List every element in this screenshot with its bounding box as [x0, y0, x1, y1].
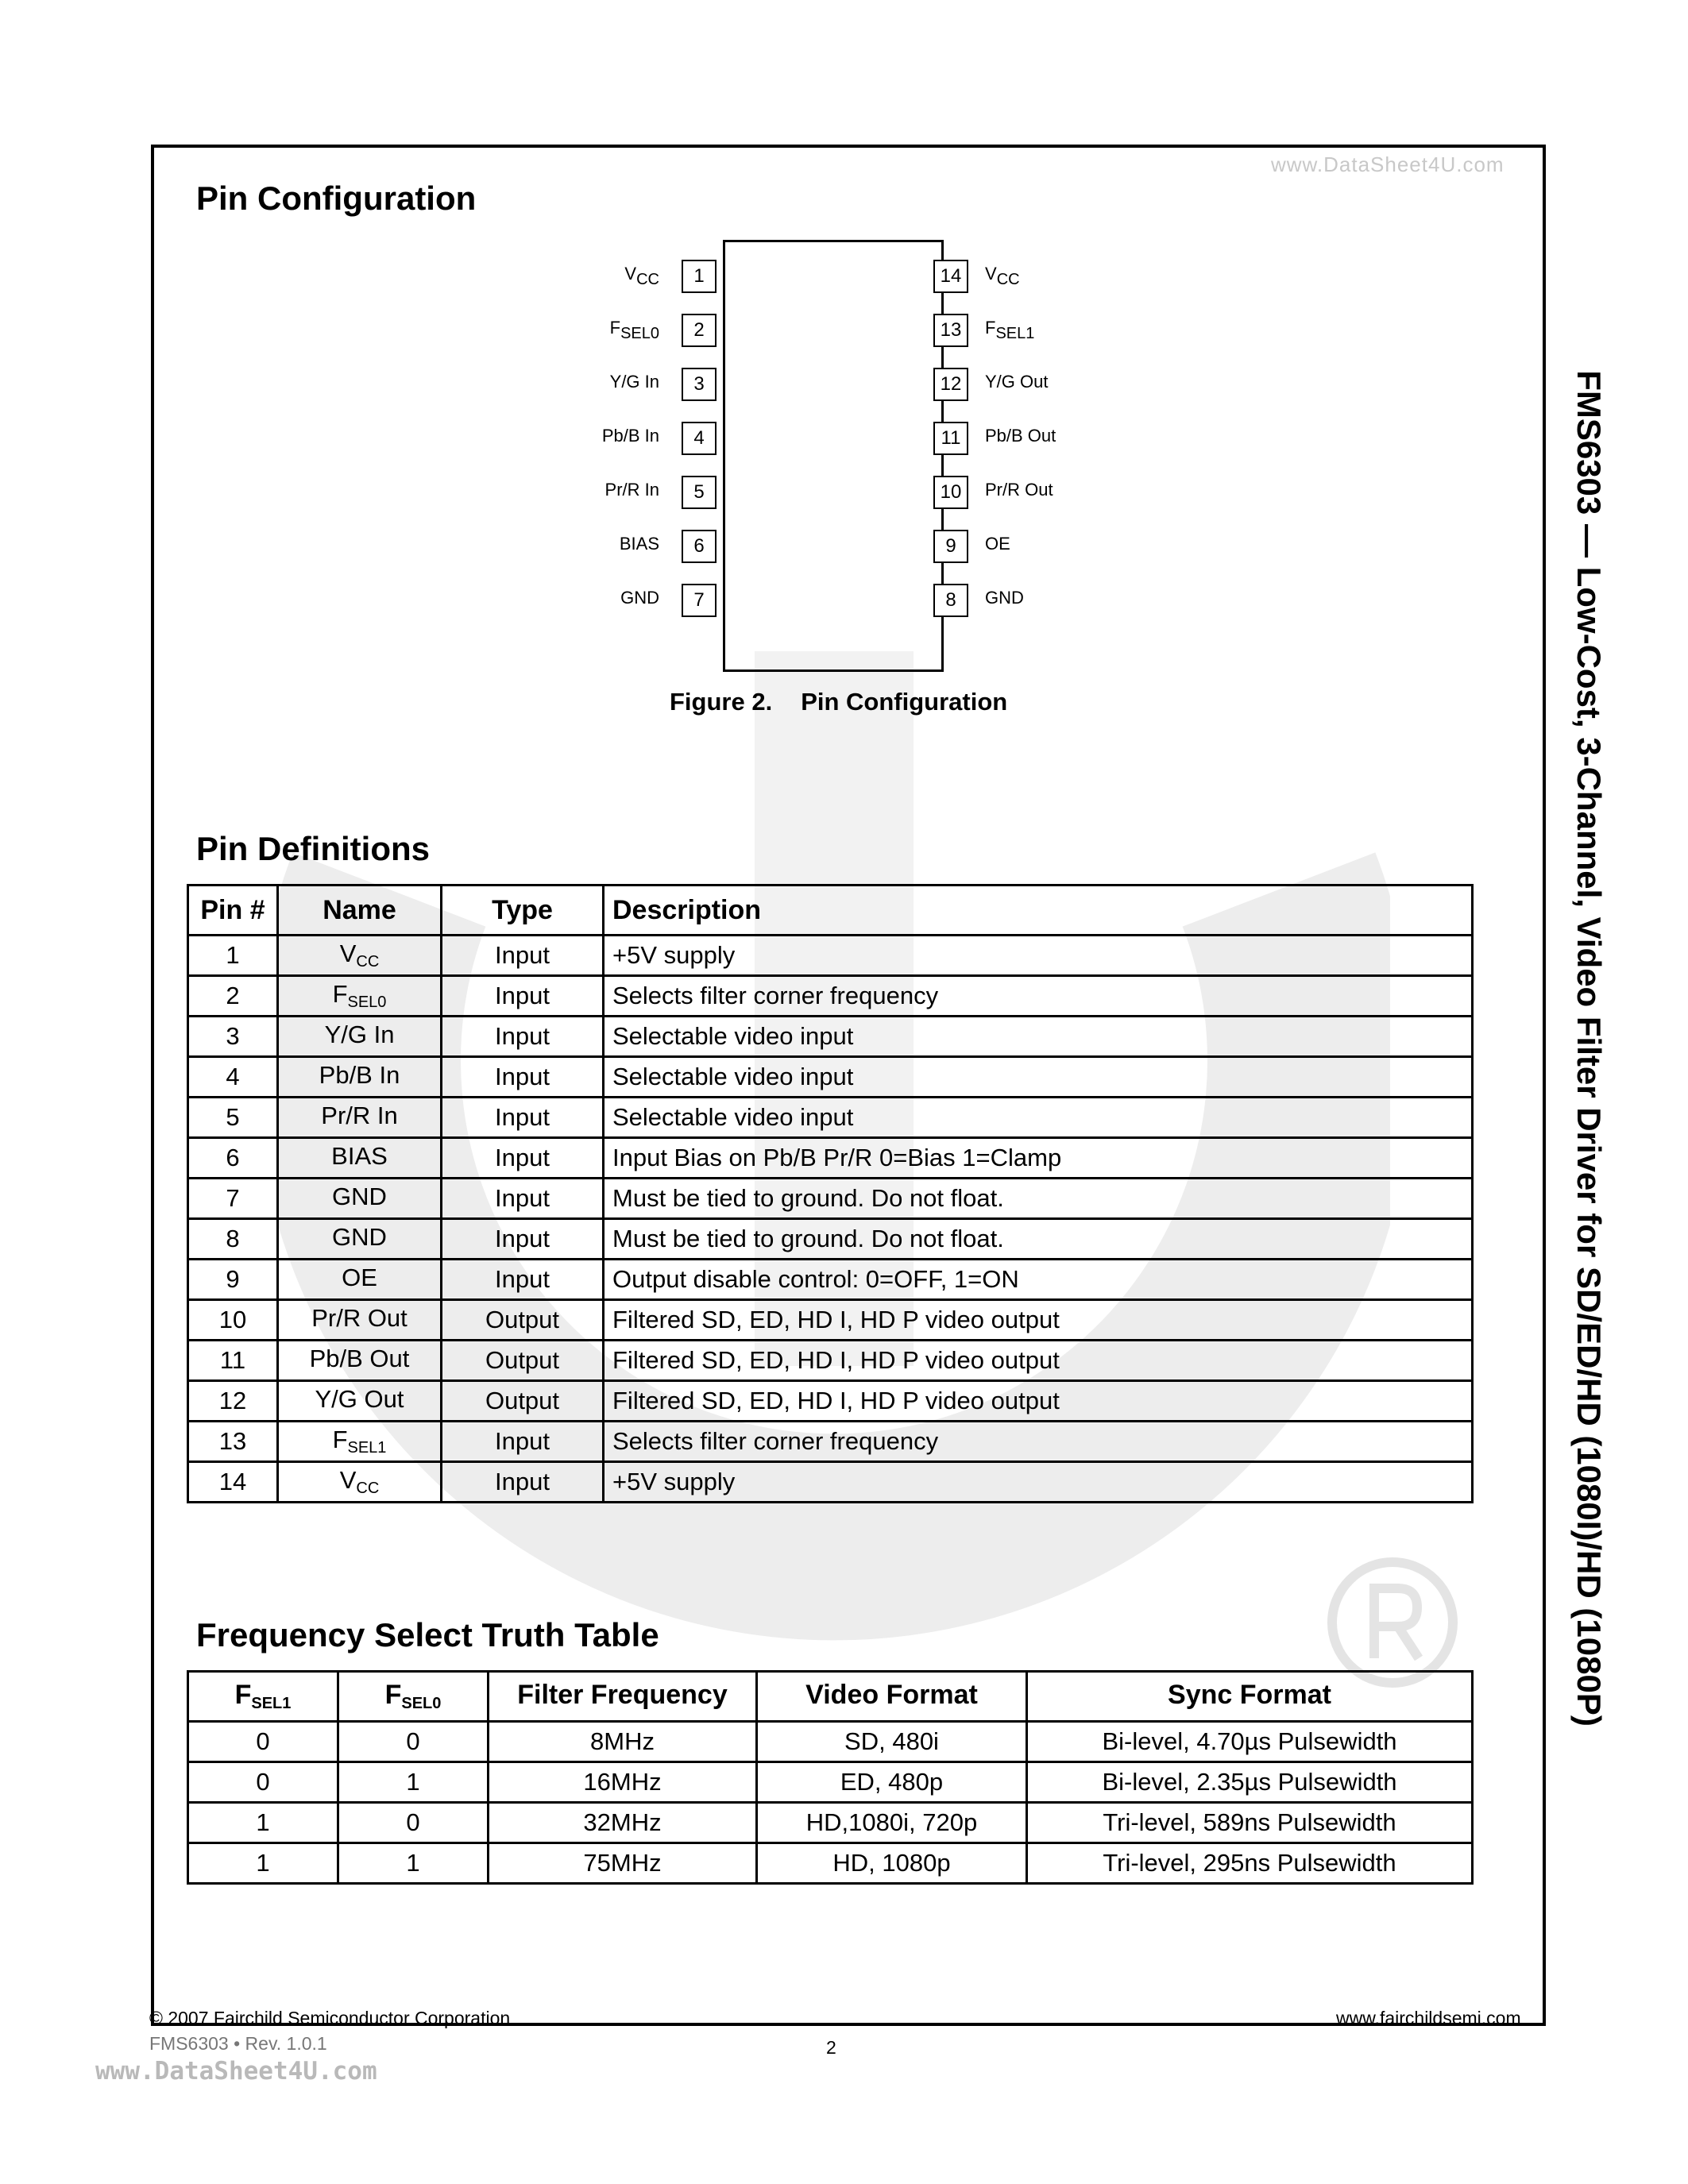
pin-name-cell — [278, 1057, 442, 1098]
frequency-truth-table — [187, 1670, 1474, 1885]
pin-number-cell: 8 — [188, 1219, 278, 1260]
pin-description-cell: +5V supply — [604, 1462, 1473, 1503]
pin-definitions-body — [188, 936, 1473, 1503]
table-cell: Tri-level, 589ns Pulsewidth — [1027, 1803, 1473, 1843]
pin-name-subscript: SEL0 — [347, 994, 387, 1011]
pin-description-cell: Input Bias on Pb/B Pr/R 0=Bias 1=Clamp — [604, 1138, 1473, 1179]
truth-table-body — [188, 1722, 1473, 1884]
header-subscript: SEL0 — [401, 1695, 442, 1712]
column-header: Pin # — [188, 886, 278, 936]
table-cell: Bi-level, 4.70µs Pulsewidth — [1027, 1722, 1473, 1762]
table-row — [188, 1098, 1473, 1138]
table-cell: 16MHz — [489, 1762, 757, 1803]
header-text: Sync Format — [1168, 1680, 1331, 1710]
pin-number-box: 1 — [682, 260, 717, 293]
pin-name-text: BIAS — [331, 1142, 388, 1170]
column-header — [1027, 1672, 1473, 1722]
pin-description-cell: Filtered SD, ED, HD I, HD P video output — [604, 1341, 1473, 1381]
table-row — [188, 1057, 1473, 1098]
pin-description-cell: Must be tied to ground. Do not float. — [604, 1219, 1473, 1260]
pin-number-box: 3 — [682, 368, 717, 401]
pin-number-box: 4 — [682, 422, 717, 455]
table-cell: 1 — [338, 1843, 489, 1884]
pin-name-cell — [278, 1179, 442, 1219]
truth-table-heading: Frequency Select Truth Table — [196, 1616, 659, 1653]
pin-name-cell — [278, 1017, 442, 1057]
figure-number: Figure 2. — [670, 688, 773, 716]
pin-label — [985, 372, 1048, 397]
pin-number-cell: 14 — [188, 1462, 278, 1503]
column-header: Description — [604, 886, 1473, 936]
table-row — [188, 936, 1473, 976]
footer-copyright: © 2007 Fairchild Semiconductor Corporation — [149, 2008, 511, 2028]
pin-name-text: Pr/R Out — [311, 1304, 408, 1332]
table-row — [188, 1219, 1473, 1260]
label-text: F — [985, 318, 996, 338]
pin-description-cell: +5V supply — [604, 936, 1473, 976]
pin-type-cell: Output — [442, 1341, 604, 1381]
header-text: Video Format — [805, 1680, 978, 1710]
table-row — [188, 1381, 1473, 1422]
pin-name-cell — [278, 1341, 442, 1381]
pin-number-cell: 4 — [188, 1057, 278, 1098]
table-cell: HD,1080i, 720p — [757, 1803, 1027, 1843]
pin-label — [532, 426, 659, 451]
pin-number-cell: 5 — [188, 1098, 278, 1138]
pin-label — [532, 264, 659, 289]
figure-title: Pin Configuration — [801, 688, 1008, 716]
pin-description-cell: Selectable video input — [604, 1098, 1473, 1138]
table-cell: 0 — [338, 1803, 489, 1843]
label-text: V — [624, 264, 637, 284]
table-cell: 32MHz — [489, 1803, 757, 1843]
pin-name-cell — [278, 1462, 442, 1503]
pin-name-text: GND — [332, 1183, 387, 1210]
table-header-row — [188, 1672, 1473, 1722]
pin-number-box: 13 — [933, 314, 968, 347]
pin-definitions-table — [187, 884, 1474, 1503]
table-row — [188, 976, 1473, 1017]
label-text: V — [985, 264, 997, 284]
pin-description-cell: Filtered SD, ED, HD I, HD P video output — [604, 1300, 1473, 1341]
pin-type-cell: Input — [442, 1017, 604, 1057]
pin-label — [532, 588, 659, 613]
pin-number-cell: 10 — [188, 1300, 278, 1341]
pin-name-subscript: CC — [356, 953, 380, 970]
pin-number-cell: 11 — [188, 1341, 278, 1381]
pin-name-subscript: CC — [356, 1480, 380, 1497]
pin-name-text: Pr/R In — [321, 1102, 398, 1129]
pin-type-cell: Output — [442, 1300, 604, 1341]
table-cell: 1 — [188, 1843, 338, 1884]
pin-type-cell: Input — [442, 1422, 604, 1462]
pin-name-text: OE — [342, 1264, 377, 1291]
pin-label — [985, 426, 1056, 451]
label-text: Pr/R Out — [985, 480, 1053, 500]
table-cell: Bi-level, 2.35µs Pulsewidth — [1027, 1762, 1473, 1803]
label-subscript: SEL1 — [995, 325, 1035, 342]
header-subscript: SEL1 — [251, 1695, 292, 1712]
table-cell: 1 — [188, 1803, 338, 1843]
pin-label — [985, 264, 1020, 289]
table-cell: 0 — [338, 1722, 489, 1762]
table-cell: 0 — [188, 1722, 338, 1762]
pin-number-cell: 1 — [188, 936, 278, 976]
pin-type-cell: Input — [442, 1138, 604, 1179]
column-header: Type — [442, 886, 604, 936]
table-row — [188, 1179, 1473, 1219]
label-text: Y/G Out — [985, 372, 1049, 392]
pin-name-cell — [278, 1422, 442, 1462]
pin-configuration-heading: Pin Configuration — [196, 179, 477, 217]
column-header — [188, 1672, 338, 1722]
pin-number-box: 10 — [933, 476, 968, 509]
table-row — [188, 1138, 1473, 1179]
pin-number-box: 6 — [682, 530, 717, 563]
table-cell: 75MHz — [489, 1843, 757, 1884]
table-cell: 8MHz — [489, 1722, 757, 1762]
pin-name-cell — [278, 1300, 442, 1341]
pin-name-cell — [278, 1381, 442, 1422]
label-subscript: SEL0 — [620, 325, 659, 342]
label-text: Pr/R In — [605, 480, 659, 500]
header-text: Filter Frequency — [517, 1680, 728, 1710]
table-cell: Tri-level, 295ns Pulsewidth — [1027, 1843, 1473, 1884]
document-side-title: FMS6303 — Low-Cost, 3-Channel, Video Filter Driver for SD/ED/HD (1080I)/HD (1080P) — [1570, 370, 1608, 1727]
pin-label — [985, 588, 1024, 613]
table-row — [188, 1300, 1473, 1341]
pin-number-cell: 3 — [188, 1017, 278, 1057]
pin-type-cell: Input — [442, 1219, 604, 1260]
pin-name-cell — [278, 1219, 442, 1260]
pin-description-cell: Selectable video input — [604, 1017, 1473, 1057]
table-row — [188, 1341, 1473, 1381]
label-text: Pb/B In — [601, 426, 659, 446]
pin-number-box: 14 — [933, 260, 968, 293]
pin-name-cell — [278, 936, 442, 976]
label-text: GND — [620, 588, 659, 608]
table-cell: ED, 480p — [757, 1762, 1027, 1803]
table-header-row — [188, 886, 1473, 936]
pin-number-box: 11 — [933, 422, 968, 455]
label-subscript: CC — [996, 271, 1020, 288]
pin-number-box: 2 — [682, 314, 717, 347]
label-text: Pb/B Out — [985, 426, 1056, 446]
pin-name-text: F — [332, 980, 348, 1008]
watermark-url-top: www.DataSheet4U.com — [1271, 152, 1505, 176]
pin-name-text: Pb/B Out — [309, 1345, 410, 1372]
pin-number-box: 5 — [682, 476, 717, 509]
page-number: 2 — [826, 2037, 836, 2058]
label-text: BIAS — [619, 534, 659, 554]
pin-description-cell: Output disable control: 0=OFF, 1=ON — [604, 1260, 1473, 1300]
label-text: GND — [985, 588, 1024, 608]
table-cell: 1 — [338, 1762, 489, 1803]
column-header: Name — [278, 886, 442, 936]
table-row — [188, 1462, 1473, 1503]
pin-number-box: 9 — [933, 530, 968, 563]
pin-label — [532, 372, 659, 397]
pin-name-text: Y/G In — [324, 1021, 395, 1048]
pin-number-cell: 12 — [188, 1381, 278, 1422]
ic-package-body — [723, 240, 944, 672]
pin-name-text: Y/G Out — [315, 1385, 404, 1413]
pin-description-cell: Must be tied to ground. Do not float. — [604, 1179, 1473, 1219]
figure-caption — [670, 688, 1007, 716]
table-row — [188, 1803, 1473, 1843]
pin-description-cell: Selects filter corner frequency — [604, 1422, 1473, 1462]
column-header — [489, 1672, 757, 1722]
pin-name-cell — [278, 1138, 442, 1179]
pin-number-cell: 9 — [188, 1260, 278, 1300]
pin-name-text: V — [339, 1466, 357, 1494]
table-row — [188, 1843, 1473, 1884]
pin-type-cell: Input — [442, 1462, 604, 1503]
pin-number-cell: 2 — [188, 976, 278, 1017]
footer-revision: FMS6303 • Rev. 1.0.1 — [149, 2033, 327, 2054]
pin-type-cell: Input — [442, 1098, 604, 1138]
pin-name-cell — [278, 1098, 442, 1138]
label-subscript: CC — [636, 271, 659, 288]
pin-number-cell: 13 — [188, 1422, 278, 1462]
table-cell: HD, 1080p — [757, 1843, 1027, 1884]
label-text: Y/G In — [609, 372, 659, 392]
pin-type-cell: Input — [442, 1179, 604, 1219]
pin-type-cell: Output — [442, 1381, 604, 1422]
pin-number-box: 12 — [933, 368, 968, 401]
pin-definitions-heading: Pin Definitions — [196, 830, 430, 867]
table-row — [188, 1422, 1473, 1462]
pin-label — [532, 534, 659, 559]
table-row — [188, 1722, 1473, 1762]
label-text: OE — [985, 534, 1010, 554]
watermark-url-bottom: www.DataSheet4U.com — [95, 2057, 377, 2086]
footer-website: www.fairchildsemi.com — [1336, 2008, 1521, 2028]
table-row — [188, 1762, 1473, 1803]
pin-description-cell: Selectable video input — [604, 1057, 1473, 1098]
table-row — [188, 1017, 1473, 1057]
pin-description-cell: Filtered SD, ED, HD I, HD P video output — [604, 1381, 1473, 1422]
header-text: F — [384, 1680, 402, 1710]
column-header — [757, 1672, 1027, 1722]
pin-name-text: Pb/B In — [319, 1061, 400, 1089]
header-text: F — [234, 1680, 252, 1710]
pin-label — [985, 534, 1010, 559]
table-cell: SD, 480i — [757, 1722, 1027, 1762]
pin-number-box: 7 — [682, 584, 717, 617]
pin-number-box: 8 — [933, 584, 968, 617]
pin-type-cell: Input — [442, 936, 604, 976]
pin-description-cell: Selects filter corner frequency — [604, 976, 1473, 1017]
pin-name-cell — [278, 976, 442, 1017]
pin-label — [532, 480, 659, 505]
pin-number-cell: 7 — [188, 1179, 278, 1219]
pin-name-cell — [278, 1260, 442, 1300]
pin-number-cell: 6 — [188, 1138, 278, 1179]
pin-name-subscript: SEL1 — [347, 1439, 387, 1457]
pin-type-cell: Input — [442, 1260, 604, 1300]
pin-label — [532, 318, 659, 343]
table-row — [188, 1260, 1473, 1300]
pin-name-text: GND — [332, 1223, 387, 1251]
pin-name-text: V — [339, 940, 357, 967]
table-cell: 0 — [188, 1762, 338, 1803]
column-header — [338, 1672, 489, 1722]
pin-label — [985, 318, 1034, 343]
label-text: F — [609, 318, 621, 338]
pin-name-text: F — [332, 1426, 348, 1453]
pin-type-cell: Input — [442, 1057, 604, 1098]
pin-type-cell: Input — [442, 976, 604, 1017]
pin-label — [985, 480, 1053, 505]
